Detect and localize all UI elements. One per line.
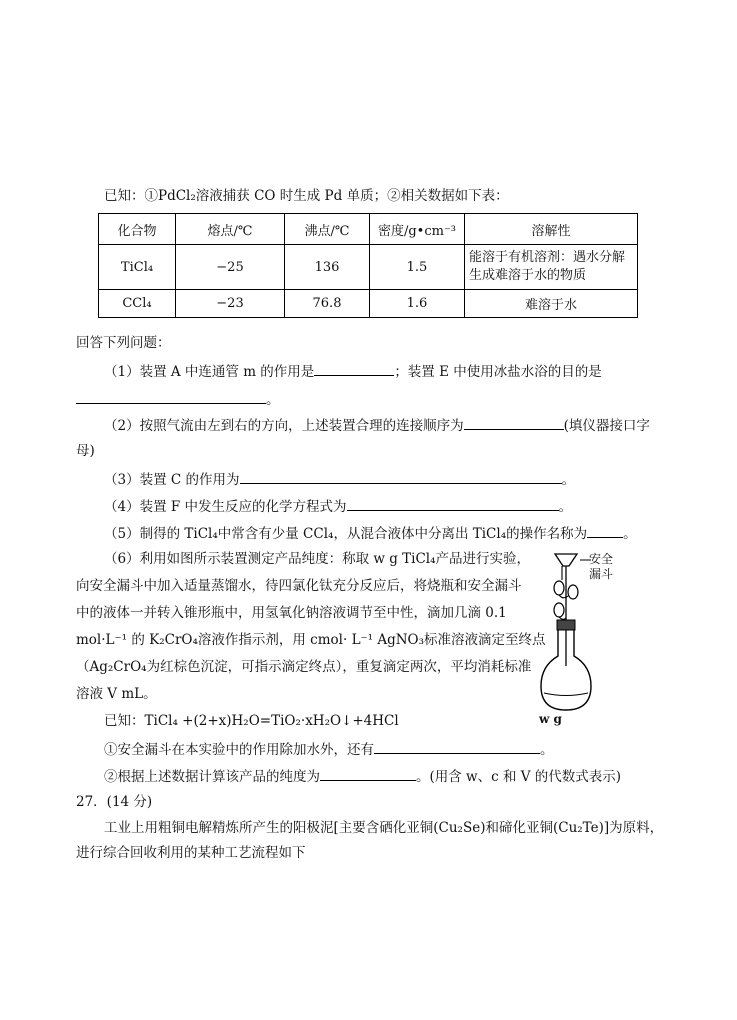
question-3-text-b: 。 (561, 472, 576, 488)
question-6-sub-1 (104, 738, 554, 760)
question-6-sub-2-text-b: 。(用含 w、c 和 V 的代数式表示) (416, 769, 622, 785)
table-row (99, 290, 638, 318)
question-1-text-c: 。 (266, 392, 280, 408)
question-27-line-2: 进行综合回收利用的某种工艺流程如下 (76, 845, 306, 861)
question-6-sub-1-text-a: ①安全漏斗在本实验中的作用除加水外，还有 (104, 742, 374, 758)
question-2-cont: 母) (76, 443, 95, 459)
known-intro: 已知：①PdCl₂溶液捕获 CO 时生成 Pd 单质；②相关数据如下表： (104, 188, 509, 204)
question-4 (104, 495, 572, 517)
question-6-line-3: 中的液体一并转入锥形瓶中，用氢氧化钠溶液调节至中性，滴加几滴 0.1 (76, 605, 507, 621)
apparatus-figure (535, 548, 635, 728)
question-3-text-a: （3）装置 C 的作用为 (104, 472, 240, 488)
question-5 (104, 522, 637, 544)
answer-blank (76, 388, 266, 404)
question-1-cont (76, 388, 280, 410)
question-27-heading: 27．(14 分) (76, 794, 153, 810)
table-header: 溶解性 (465, 214, 638, 245)
table-header: 密度/g•cm⁻³ (370, 214, 465, 245)
table-cell: 能溶于有机溶剂：遇水分解生成难溶于水的物质 (465, 245, 638, 290)
table-header: 沸点/℃ (285, 214, 370, 245)
question-5-text-a: （5）制得的 TiCl₄中常含有少量 CCl₄，从混合液体中分离出 TiCl₄的操作名称为 (104, 526, 588, 542)
question-1-text-b: ；装置 E 中使用冰盐水浴的目的是 (394, 364, 602, 380)
question-6-sub-1-text-b: 。 (540, 742, 554, 758)
answer-blank (464, 414, 564, 430)
answer-blank (240, 468, 562, 484)
question-5-text-b: 。 (623, 526, 637, 542)
question-6-line-5: （Ag₂CrO₄为红棕色沉淀，可指示滴定终点），重复滴定两次，平均消耗标准 (76, 659, 532, 675)
question-6-sub-2-text-a: ②根据上述数据计算该产品的纯度为 (104, 769, 320, 785)
question-2 (104, 414, 650, 436)
answer-blank (320, 765, 416, 781)
question-6-known: 已知：TiCl₄ +(2+x)H₂O=TiO₂·xH₂O↓+4HCl (104, 713, 399, 729)
question-4-text-b: 。 (558, 499, 573, 515)
figure-label-funnel-1: 安全 (589, 552, 614, 566)
table-cell: 1.5 (370, 245, 465, 290)
question-1-text-a: （1）装置 A 中连通管 m 的作用是 (104, 364, 315, 380)
answer-blank (347, 495, 559, 511)
table-cell: 136 (285, 245, 370, 290)
table-cell: 1.6 (370, 290, 465, 318)
answer-blank (314, 360, 394, 376)
table-cell: −25 (176, 245, 285, 290)
question-6-line-2: 向安全漏斗中加入适量蒸馏水，待四氯化钛充分反应后，将烧瓶和安全漏斗 (76, 578, 522, 594)
data-table (98, 213, 638, 318)
flask-with-safety-funnel-icon (535, 548, 635, 728)
table-cell: CCl₄ (99, 290, 176, 318)
table-cell: TiCl₄ (99, 245, 176, 290)
question-1 (104, 360, 602, 382)
table-cell: 76.8 (285, 290, 370, 318)
table-cell: −23 (176, 290, 285, 318)
table-cell: 难溶于水 (465, 290, 638, 318)
question-6-line-4: mol·L⁻¹ 的 K₂CrO₄溶液作指示剂，用 cmol· L⁻¹ AgNO₃标准溶液滴定至终点 (76, 632, 546, 648)
question-2-text-a: （2）按照气流由左到右的方向，上述装置合理的连接顺序为 (104, 418, 464, 434)
figure-label-funnel-2: 漏斗 (589, 567, 614, 581)
question-4-text-a: （4）装置 F 中发生反应的化学方程式为 (104, 499, 347, 515)
question-27-line-1: 工业上用粗铜电解精炼所产生的阳极泥[主要含硒化亚铜(Cu₂Se)和碲化亚铜(Cu₂Te)]为原料， (104, 820, 664, 836)
table-header: 熔点/℃ (176, 214, 285, 245)
table-header: 化合物 (99, 214, 176, 245)
table-row (99, 245, 638, 290)
question-6-line-6: 溶液 V mL。 (76, 686, 157, 702)
question-6-sub-2 (104, 765, 621, 787)
figure-label-mass: w g (539, 712, 562, 726)
answer-intro: 回答下列问题： (76, 335, 171, 351)
question-3 (104, 468, 575, 490)
question-2-text-b: (填仪器接口字 (563, 418, 650, 434)
answer-blank (374, 738, 540, 754)
question-6-line-1: （6）利用如图所示装置测定产品纯度：称取 w g TiCl₄产品进行实验， (104, 551, 531, 567)
answer-blank (587, 522, 623, 538)
